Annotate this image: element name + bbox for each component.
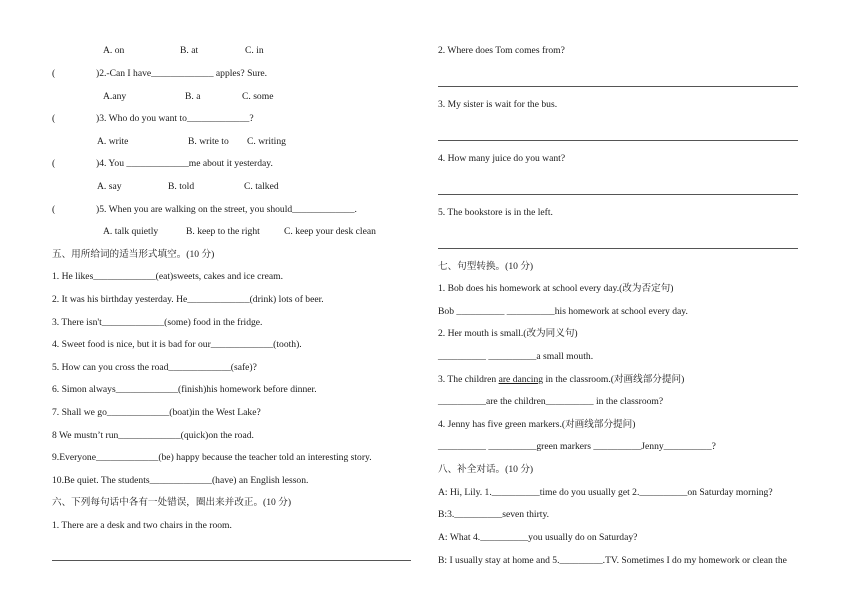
section5-item-2: 2. It was his birthday yesterday. He_____________(drink) lots of beer.: [52, 294, 324, 305]
section5-item-5: 5. How can you cross the road_____________(safe)?: [52, 362, 257, 373]
section5-item-3: 3. There isn't_____________(some) food in the fridge.: [52, 317, 263, 328]
answer-line: [438, 140, 798, 141]
q5-option-a: A. talk quietly: [103, 226, 159, 237]
q2-option-b: B. a: [185, 91, 201, 102]
dialogue-line-3: A: What 4.__________you usually do on Saturday?: [438, 532, 638, 543]
q5-option-c: C. keep your desk clean: [284, 226, 376, 237]
section7-question-4: 4. Jenny has five green markers.(对画线部分提问): [438, 419, 636, 430]
section6-item-2: 2. Where does Tom comes from?: [438, 45, 565, 56]
q2-paren-open: (: [52, 68, 56, 79]
section7-question-2: 2. Her mouth is small.(改为同义句): [438, 328, 578, 339]
q2-option-c: C. some: [242, 91, 274, 102]
q1-option-b: B. at: [180, 45, 199, 56]
section5-title: 五、用所给词的适当形式填空。(10 分): [52, 249, 215, 260]
section7-question-3: [438, 374, 684, 386]
section5-item-6: 6. Simon always_____________(finish)his homework before dinner.: [52, 384, 317, 395]
question-3-underlined: are dancing: [498, 374, 544, 385]
q1-option-a: A. on: [103, 45, 125, 56]
dialogue-line-4: B: I usually stay at home and 5._________.TV. Sometimes I do my homework or clean the: [438, 555, 787, 566]
section6-title: 六、下列每句话中各有一处错误，圈出来并改正。(10 分): [52, 497, 292, 508]
q5-paren-open: (: [52, 204, 56, 215]
dialogue-line-2: B:3.__________seven thirty.: [438, 509, 550, 520]
section5-item-9: 9.Everyone_____________(be) happy because the teacher told an interesting story.: [52, 452, 372, 463]
section5-item-8: 8 We mustn’t run_____________(quick)on the road.: [52, 430, 254, 441]
answer-line: [438, 86, 798, 87]
q4-option-c: C. talked: [244, 181, 279, 192]
section6-item-5: 5. The bookstore is in the left.: [438, 207, 553, 218]
q4-option-a: A. say: [97, 181, 122, 192]
question-3-prefix: 3. The children: [438, 374, 499, 385]
q4-text: )4. You _____________me about it yesterday.: [96, 158, 273, 169]
q1-option-c: C. in: [245, 45, 264, 56]
q3-option-a: A. write: [97, 136, 129, 147]
section8-title: 八、补全对话。(10 分): [438, 464, 534, 475]
q3-text: )3. Who do you want to_____________?: [96, 113, 254, 124]
section7-answer-1: Bob __________ __________his homework at school every day.: [438, 306, 688, 317]
q5-option-b: B. keep to the right: [186, 226, 260, 237]
section7-answer-3: __________are the children__________ in the classroom?: [438, 396, 664, 407]
section5-item-1: 1. He likes_____________(eat)sweets, cakes and ice cream.: [52, 271, 283, 282]
q4-paren-open: (: [52, 158, 56, 169]
answer-line: [52, 560, 411, 561]
q3-paren-open: (: [52, 113, 56, 124]
section7-answer-4: __________ __________green markers __________Jenny__________?: [438, 441, 716, 452]
q2-option-a: A.any: [103, 91, 127, 102]
section6-item-1: 1. There are a desk and two chairs in the room.: [52, 520, 232, 531]
section6-item-3: 3. My sister is wait for the bus.: [438, 99, 558, 110]
q3-option-b: B. write to: [188, 136, 229, 147]
section7-title: 七、句型转换。(10 分): [438, 261, 534, 272]
section5-item-7: 7. Shall we go_____________(boat)in the West Lake?: [52, 407, 261, 418]
section5-item-4: 4. Sweet food is nice, but it is bad for our_____________(tooth).: [52, 339, 302, 350]
dialogue-line-1: A: Hi, Lily. 1.__________time do you usually get 2.__________on Saturday morning?: [438, 487, 773, 498]
section7-question-1: 1. Bob does his homework at school every day.(改为否定句): [438, 283, 674, 294]
section6-item-4: 4. How many juice do you want?: [438, 153, 566, 164]
q3-option-c: C. writing: [247, 136, 286, 147]
q2-text: )2.-Can I have_____________ apples? Sure.: [96, 68, 268, 79]
question-3-suffix: in the classroom.(对画线部分提问): [543, 374, 685, 385]
section5-item-10: 10.Be quiet. The students_____________(have) an English lesson.: [52, 475, 309, 486]
q5-text: )5. When you are walking on the street, you should_____________.: [96, 204, 357, 215]
q4-option-b: B. told: [168, 181, 195, 192]
answer-line: [438, 194, 798, 195]
answer-line: [438, 248, 798, 249]
section7-answer-2: __________ __________a small mouth.: [438, 351, 594, 362]
